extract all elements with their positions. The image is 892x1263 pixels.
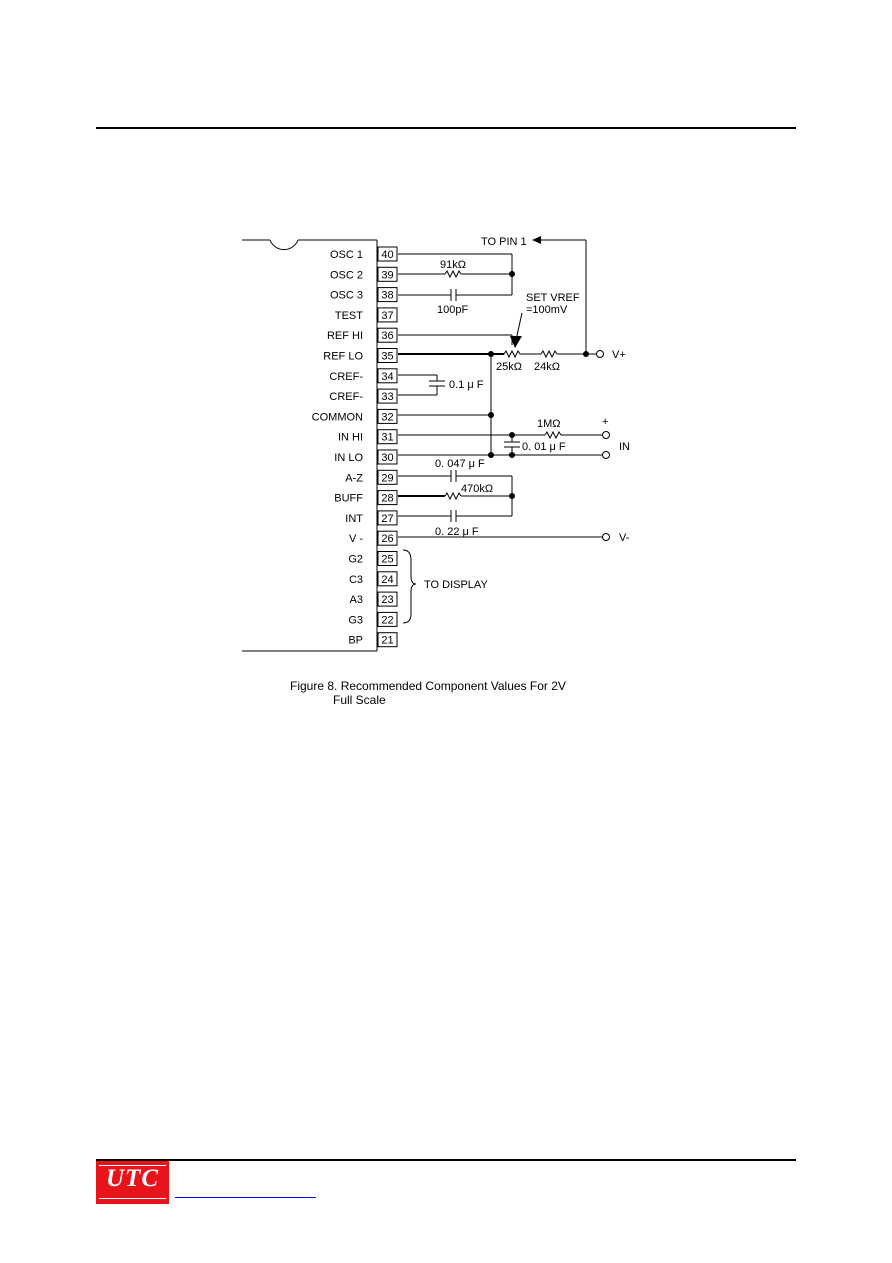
r-pot-label: 25kΩ	[496, 361, 522, 373]
pin-number: 25	[381, 553, 394, 566]
pin-label: REF LO	[323, 350, 363, 363]
ic-notch	[270, 240, 298, 250]
pin-number: 31	[381, 431, 394, 444]
to-pin1-arrow	[532, 236, 541, 244]
pin-number: 35	[381, 350, 394, 363]
pin-number: 39	[381, 269, 394, 282]
pin-number: 30	[381, 452, 394, 464]
vref-value-label: =100mV	[526, 304, 568, 316]
footer-link[interactable]	[175, 1183, 316, 1198]
pin-label: G3	[348, 614, 363, 627]
pin-number: 21	[381, 634, 394, 647]
pin-number: 27	[381, 512, 394, 525]
utc-logo-text: UTC	[106, 1165, 159, 1192]
in-label: IN	[619, 441, 630, 453]
pin-number: 26	[381, 533, 394, 546]
pin-label: A-Z	[345, 472, 363, 485]
r-ref-label: 24kΩ	[534, 361, 560, 373]
pin-label: BUFF	[334, 492, 363, 505]
pin-label: IN HI	[337, 431, 363, 444]
pin-label: A3	[349, 594, 363, 607]
vplus-label: V+	[612, 349, 626, 361]
c-ref-label: 0.1 μ F	[449, 379, 484, 391]
pin-label: COMMON	[311, 411, 363, 424]
c-az-label: 0. 047 μ F	[435, 458, 485, 470]
to-display-label: TO DISPLAY	[424, 579, 488, 591]
pin-number: 37	[381, 309, 394, 322]
utc-logo	[96, 1161, 169, 1204]
c-int-label: 0. 22 μ F	[435, 526, 479, 538]
footer-rule	[96, 1159, 796, 1161]
terminals	[597, 351, 610, 541]
c-in-label: 0. 01 μ F	[522, 441, 566, 453]
r-buff-label: 470kΩ	[461, 483, 494, 495]
vminus-label: V-	[619, 532, 630, 544]
caption-line-2: Full Scale	[333, 693, 386, 707]
pin-label: OSC 2	[329, 269, 363, 282]
pin-label: OSC 3	[329, 289, 363, 302]
pin-label: OSC 1	[329, 249, 363, 261]
pin-label: BP	[348, 634, 363, 647]
pin-number: 33	[381, 391, 394, 404]
caption-line-1: Figure 8. Recommended Component Values For 2V	[290, 679, 566, 693]
c-osc-label: 100pF	[437, 304, 469, 316]
pin-label: CREF-	[329, 370, 363, 383]
pin-number: 29	[381, 472, 394, 485]
pin-number: 22	[381, 614, 394, 627]
pin-number: 38	[381, 289, 394, 302]
r-in-label: 1MΩ	[537, 418, 561, 430]
to-pin1-label: TO PIN 1	[481, 236, 527, 248]
pin-number: 24	[381, 573, 394, 586]
pin-label: V -	[348, 533, 363, 546]
pin-label: G2	[348, 553, 363, 566]
pin-number: 34	[381, 370, 394, 383]
pin-label: INT	[345, 512, 363, 525]
ic-pins	[312, 247, 397, 647]
figure-caption	[290, 679, 566, 707]
pin-number: 36	[381, 330, 394, 343]
pin-number: 23	[381, 594, 394, 607]
display-brace	[403, 550, 416, 623]
pin-label: IN LO	[334, 452, 363, 464]
pin-number: 40	[381, 249, 394, 261]
pin-number: 32	[381, 411, 394, 424]
pin-label: C3	[348, 573, 363, 586]
pin-number: 28	[381, 492, 394, 505]
pin-label: REF HI	[326, 330, 363, 343]
pin-label: TEST	[334, 309, 363, 322]
r-osc-label: 91kΩ	[440, 259, 466, 271]
set-vref-label: SET VREF	[526, 292, 580, 304]
plus-label: +	[602, 416, 609, 428]
pin-label: CREF-	[329, 391, 363, 404]
